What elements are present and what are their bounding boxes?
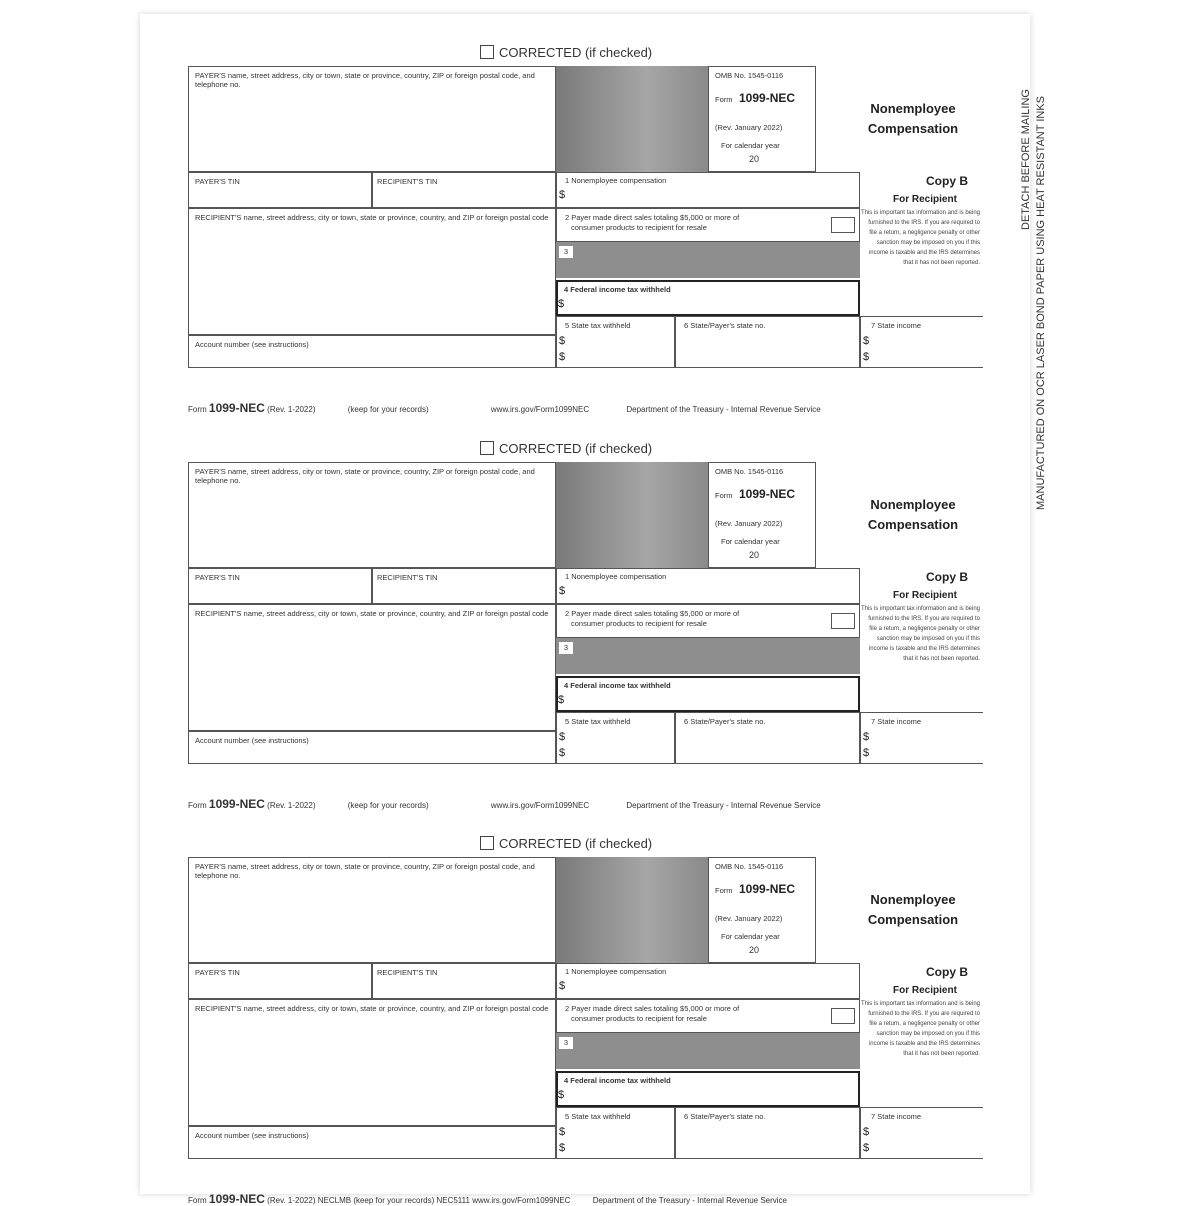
box4-federal-tax-withheld[interactable]: 4 Federal income tax withheld $ [556,280,860,316]
payer-name-box[interactable]: PAYER'S name, street address, city or town, state or province, country, ZIP or foreign postal code, and telephone no. [188,66,556,172]
footer-form-number: 1099-NEC [208,1192,265,1206]
box5-state-tax-withheld[interactable]: 5 State tax withheld $ $ [556,712,675,764]
form-footer: Form 1099-NEC (Rev. 1-2022) (keep for your records) www.irs.gov/Form1099NEC Department of the Treasury - Internal Revenue Service [188,401,821,415]
box1-nonemployee-compensation[interactable]: 1 Nonemployee compensation $ [556,568,860,604]
corrected-checkbox-row[interactable]: CORRECTED (if checked) [480,45,652,60]
form-1099-nec-2: CORRECTED (if checked) PAYER'S name, street address, city or town, state or province, country, ZIP or foreign postal code, and telephone no. OMB No. 1545-0116 Form 1099-NEC (Rev. January 2022) For calendar year 20 Nonemployee Compensation PAYER'S TIN RECIPIENT'S TIN 1 Nonemployee compensation $ RECIPIENT'S name, street address, city or town, state or province, country, and ZIP or foreign postal code 2 Payer made direct sales totaling $5,000 or more of consumer products to recipient for resale 3 4 Federal income tax withheld $ 5 State tax withheld $ $ 6 State/Payer's state no. 7 State income $ $ Account number (see instructions) Copy B For Recipient This is important tax information and is being furnished to the IRS. If you are required to file a return, a negligence penalty or other sanction may be imposed on you if this income is taxable and the IRS determines that it has not been reported. Form 1099-NEC (Rev. 1-2022) (keep for your records) www.irs.gov/Form1099NEC Department of the Treasury - Internal Revenue Service [188,450,983,795]
account-number-box[interactable]: Account number (see instructions) [188,1126,556,1159]
box6-state-payer-no[interactable]: 6 State/Payer's state no. [675,316,860,368]
form-id-box: OMB No. 1545-0116 Form 1099-NEC (Rev. January 2022) For calendar year 20 [708,462,816,568]
account-number-box[interactable]: Account number (see instructions) [188,335,556,368]
form-1099-nec-3: CORRECTED (if checked) PAYER'S name, street address, city or town, state or province, country, ZIP or foreign postal code, and telephone no. OMB No. 1545-0116 Form 1099-NEC (Rev. January 2022) For calendar year 20 Nonemployee Compensation PAYER'S TIN RECIPIENT'S TIN 1 Nonemployee compensation $ RECIPIENT'S name, street address, city or town, state or province, country, and ZIP or foreign postal code 2 Payer made direct sales totaling $5,000 or more of consumer products to recipient for resale 3 4 Federal income tax withheld $ 5 State tax withheld $ $ 6 State/Payer's state no. 7 State income $ $ Account number (see instructions) Copy B For Recipient This is important tax information and is being furnished to the IRS. If you are required to file a return, a negligence penalty or other sanction may be imposed on you if this income is taxable and the IRS determines that it has not been reported. Form 1099-NEC (Rev. 1-2022) NECLMB (keep for your records) NEC5111 www.irs.gov/Form1099NEC Department of the Treasury - Internal Revenue Service [188,845,983,1190]
payer-tin-box[interactable]: PAYER'S TIN [188,172,372,208]
box5-state-tax-withheld[interactable]: 5 State tax withheld $ $ [556,316,675,368]
payer-tin-box[interactable]: PAYER'S TIN [188,568,372,604]
box6-state-payer-no[interactable]: 6 State/Payer's state no. [675,1107,860,1159]
box2-direct-sales: 2 Payer made direct sales totaling $5,000 or more of consumer products to recipient for resale [556,999,860,1033]
form-number: 1099-NEC [739,882,796,896]
box2-checkbox[interactable] [831,1008,855,1024]
box7-state-income[interactable]: 7 State income $ $ [860,712,983,764]
box2-direct-sales: 2 Payer made direct sales totaling $5,000 or more of consumer products to recipient for resale [556,208,860,242]
box2-checkbox[interactable] [831,613,855,629]
payer-name-box[interactable]: PAYER'S name, street address, city or town, state or province, country, ZIP or foreign postal code, and telephone no. [188,857,556,963]
box7-state-income[interactable]: 7 State income $ $ [860,1107,983,1159]
box5-state-tax-withheld[interactable]: 5 State tax withheld $ $ [556,1107,675,1159]
corrected-checkbox-row[interactable]: CORRECTED (if checked) [480,441,652,456]
account-number-box[interactable]: Account number (see instructions) [188,731,556,764]
payer-name-box[interactable]: PAYER'S name, street address, city or town, state or province, country, ZIP or foreign postal code, and telephone no. [188,462,556,568]
form-title: Nonemployee Compensation [867,101,959,136]
detach-instruction: DETACH BEFORE MAILING [1020,89,1032,230]
recipient-tin-box[interactable]: RECIPIENT'S TIN [372,963,556,999]
box3-shaded: 3 [556,242,860,278]
box2-checkbox[interactable] [831,217,855,233]
payer-tin-box[interactable]: PAYER'S TIN [188,963,372,999]
box4-federal-tax-withheld[interactable]: 4 Federal income tax withheld $ [556,676,860,712]
form-number: 1099-NEC [739,487,796,501]
recipient-tin-box[interactable]: RECIPIENT'S TIN [372,172,556,208]
corrected-checkbox[interactable] [480,45,494,59]
footer-form-number: 1099-NEC [208,401,265,415]
form-1099-nec-1: CORRECTED (if checked) PAYER'S name, street address, city or town, state or province, country, ZIP or foreign postal code, and telephone no. OMB No. 1545-0116 Form 1099-NEC (Rev. January 2022) For calendar year 20 Nonemployee Compensation PAYER'S TIN RECIPIENT'S TIN 1 Nonemployee compensation $ RECIPIENT'S name, street address, city or town, state or province, country, and ZIP or foreign postal code 2 Payer made direct sales totaling $5,000 or more of consumer products to recipient for resale 3 4 Federal income tax withheld $ 5 State tax withheld $ $ 6 State/Payer's state no. 7 State income $ $ Account number (see instructions) Copy B For Recipient This is important tax information and is being furnished to the IRS. If you are required to file a return, a negligence penalty or other sanction may be imposed on you if this income is taxable and the IRS determines that it has not been reported. Form 1099-NEC (Rev. 1-2022) (keep for your records) www.irs.gov/Form1099NEC Department of the Treasury - Internal Revenue Service [188,54,983,399]
box1-nonemployee-compensation[interactable]: 1 Nonemployee compensation $ [556,963,860,999]
corrected-checkbox-row[interactable]: CORRECTED (if checked) [480,836,652,851]
form-title: Nonemployee Compensation [867,497,959,532]
recipient-name-box[interactable]: RECIPIENT'S name, street address, city or town, state or province, country, and ZIP or foreign postal code [188,604,556,731]
shaded-area [556,66,708,172]
box4-federal-tax-withheld[interactable]: 4 Federal income tax withheld $ [556,1071,860,1107]
form-id-box: OMB No. 1545-0116 Form 1099-NEC (Rev. January 2022) For calendar year 20 [708,66,816,172]
box3-shaded: 3 [556,638,860,674]
form-footer: Form 1099-NEC (Rev. 1-2022) (keep for your records) www.irs.gov/Form1099NEC Department of the Treasury - Internal Revenue Service [188,797,821,811]
recipient-tin-box[interactable]: RECIPIENT'S TIN [372,568,556,604]
recipient-name-box[interactable]: RECIPIENT'S name, street address, city or town, state or province, country, and ZIP or foreign postal code [188,208,556,335]
shaded-area [556,857,708,963]
corrected-checkbox[interactable] [480,441,494,455]
box7-state-income[interactable]: 7 State income $ $ [860,316,983,368]
form-footer: Form 1099-NEC (Rev. 1-2022) NECLMB (keep for your records) NEC5111 www.irs.gov/Form1099NEC Department of the Treasury - Internal Revenue Service [188,1192,788,1206]
form-number: 1099-NEC [739,91,796,105]
box2-direct-sales: 2 Payer made direct sales totaling $5,000 or more of consumer products to recipient for resale [556,604,860,638]
paper-note: MANUFACTURED ON OCR LASER BOND PAPER USING HEAT RESISTANT INKS [1035,96,1047,510]
shaded-area [556,462,708,568]
recipient-name-box[interactable]: RECIPIENT'S name, street address, city or town, state or province, country, and ZIP or foreign postal code [188,999,556,1126]
footer-form-number: 1099-NEC [208,797,265,811]
form-title: Nonemployee Compensation [867,892,959,927]
box6-state-payer-no[interactable]: 6 State/Payer's state no. [675,712,860,764]
box1-nonemployee-compensation[interactable]: 1 Nonemployee compensation $ [556,172,860,208]
corrected-checkbox[interactable] [480,836,494,850]
form-id-box: OMB No. 1545-0116 Form 1099-NEC (Rev. January 2022) For calendar year 20 [708,857,816,963]
box3-shaded: 3 [556,1033,860,1069]
side-margin-text [1019,60,1059,510]
